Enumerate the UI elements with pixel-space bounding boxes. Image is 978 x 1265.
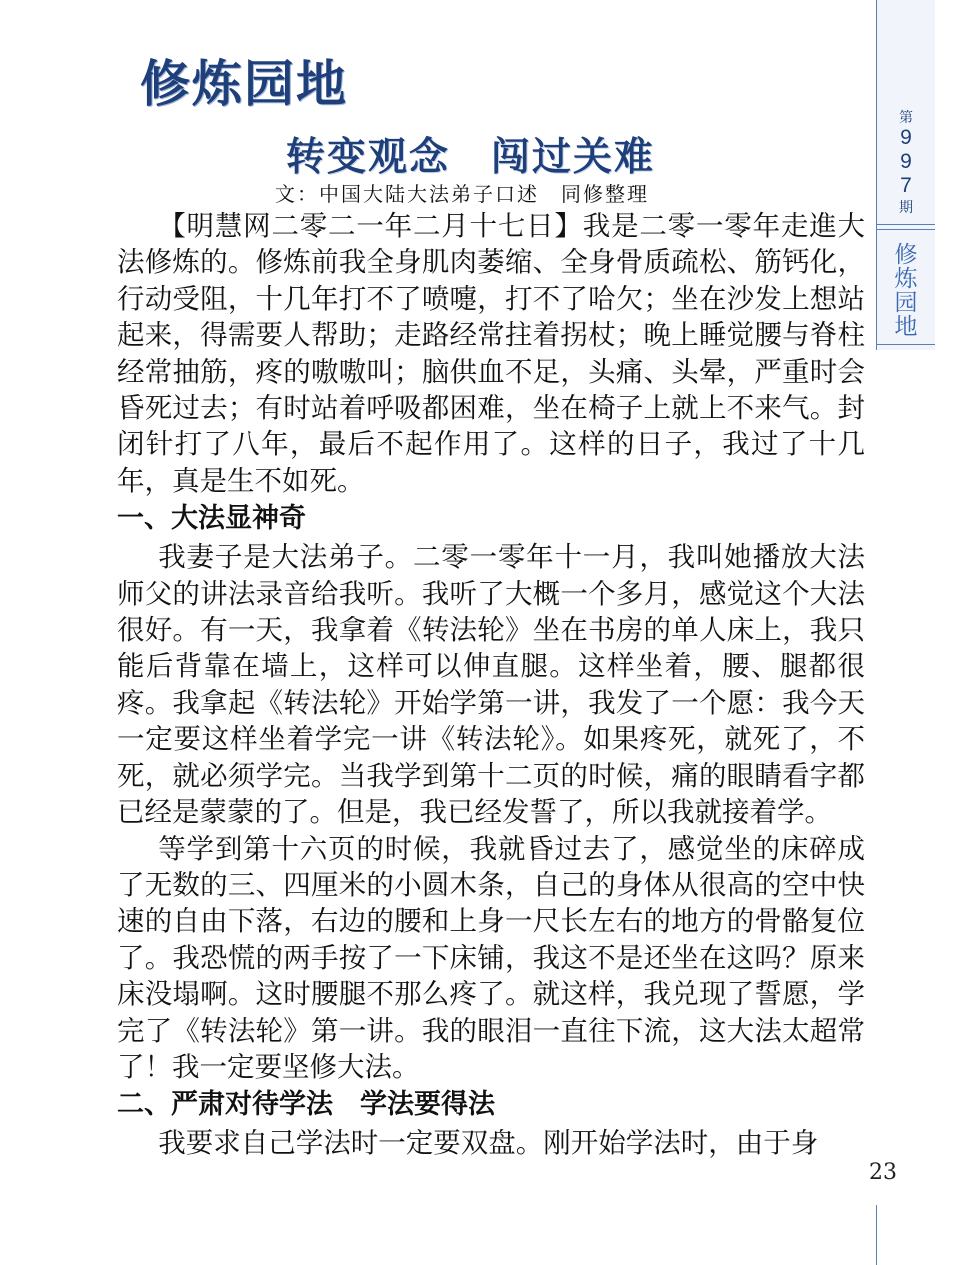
- paragraph-1: 我妻子是大法弟子。二零一零年十一月，我叫她播放大法师父的讲法录音给我听。我听了大概一个多月，感觉这个大法很好。有一天，我拿着《转法轮》坐在书房的单人床上，我只能后背靠在墙上，这样可以伸直腿。这样坐着，腰、腿都很疼。我拿起《转法轮》开始学第一讲，我发了一个愿：我今天一定要这样坐着学完一讲《转法轮》。如果疼死，就死了，不死，就必须学完。当我学到第十二页的时候，痛的眼睛看字都已经是蒙蒙的了。但是，我已经发誓了，所以我就接着学。: [117, 541, 865, 829]
- issue-digit: 9: [900, 150, 912, 173]
- article-title: 转变观念 闯过关难: [286, 134, 656, 180]
- vertical-title-char: 园: [894, 290, 918, 316]
- page-number: 23: [869, 1160, 897, 1185]
- section-title: 修炼园地: [140, 54, 348, 113]
- paragraph-2: 等学到第十六页的时候，我就昏过去了，感觉坐的床碎成了无数的三、四厘米的小圆木条，自己的身体从很高的空中快速的自由下落，右边的腰和上身一尺长左右的地方的骨骼复位了。我恐慌的两手按了一下床铺，我这不是还坐在这吗？原来床没塌啊。这时腰腿不那么疼了。就这样，我兑现了誓愿，学完了《转法轮》第一讲。我的眼泪一直往下流，这大法太超常了！我一定要坚修大法。: [117, 832, 865, 1083]
- article-body: [117, 208, 865, 1161]
- sidebar-divider: [877, 344, 935, 345]
- paragraph-3: 我要求自己学法时一定要双盘。刚开始学法时，由于身: [158, 1127, 819, 1160]
- vertical-title-char: 修: [894, 242, 918, 268]
- section-heading-2: 二、严肃对待学法 学法要得法: [117, 1089, 495, 1121]
- issue-digit: 9: [900, 126, 912, 149]
- section-heading-1: 一、大法显神奇: [117, 503, 306, 535]
- vertical-section-title: [877, 243, 935, 339]
- issue-digit: 7: [900, 174, 912, 197]
- sidebar-divider: [877, 224, 935, 225]
- vertical-title-char: 炼: [894, 266, 918, 292]
- intro-paragraph: 【明慧网二零二一年二月十七日】我是二零一零年走進大法修炼的。修炼前我全身肌肉萎缩、全身骨质疏松、筋钙化，行动受阻，十几年打不了喷嚏，打不了哈欠；坐在沙发上想站起来，得需要人帮助；走路经常拄着拐杖；晚上睡觉腰与脊柱经常抽筋，疼的嗷嗷叫；脑供血不足，头痛、头晕，严重时会昏死过去；有时站着呼吸都困难，坐在椅子上就上不来气。封闭针打了八年，最后不起作用了。这样的日子，我过了十几年，真是生不如死。: [117, 210, 865, 497]
- sidebar-divider: [877, 229, 935, 230]
- byline: 文：中国大陆大法弟子口述 同修整理: [275, 182, 649, 206]
- sidebar-rule-bottom: [876, 1205, 877, 1265]
- issue-suffix: 期: [899, 199, 913, 215]
- issue-prefix: 第: [899, 109, 913, 125]
- vertical-title-char: 地: [894, 314, 918, 340]
- issue-number: [877, 108, 935, 216]
